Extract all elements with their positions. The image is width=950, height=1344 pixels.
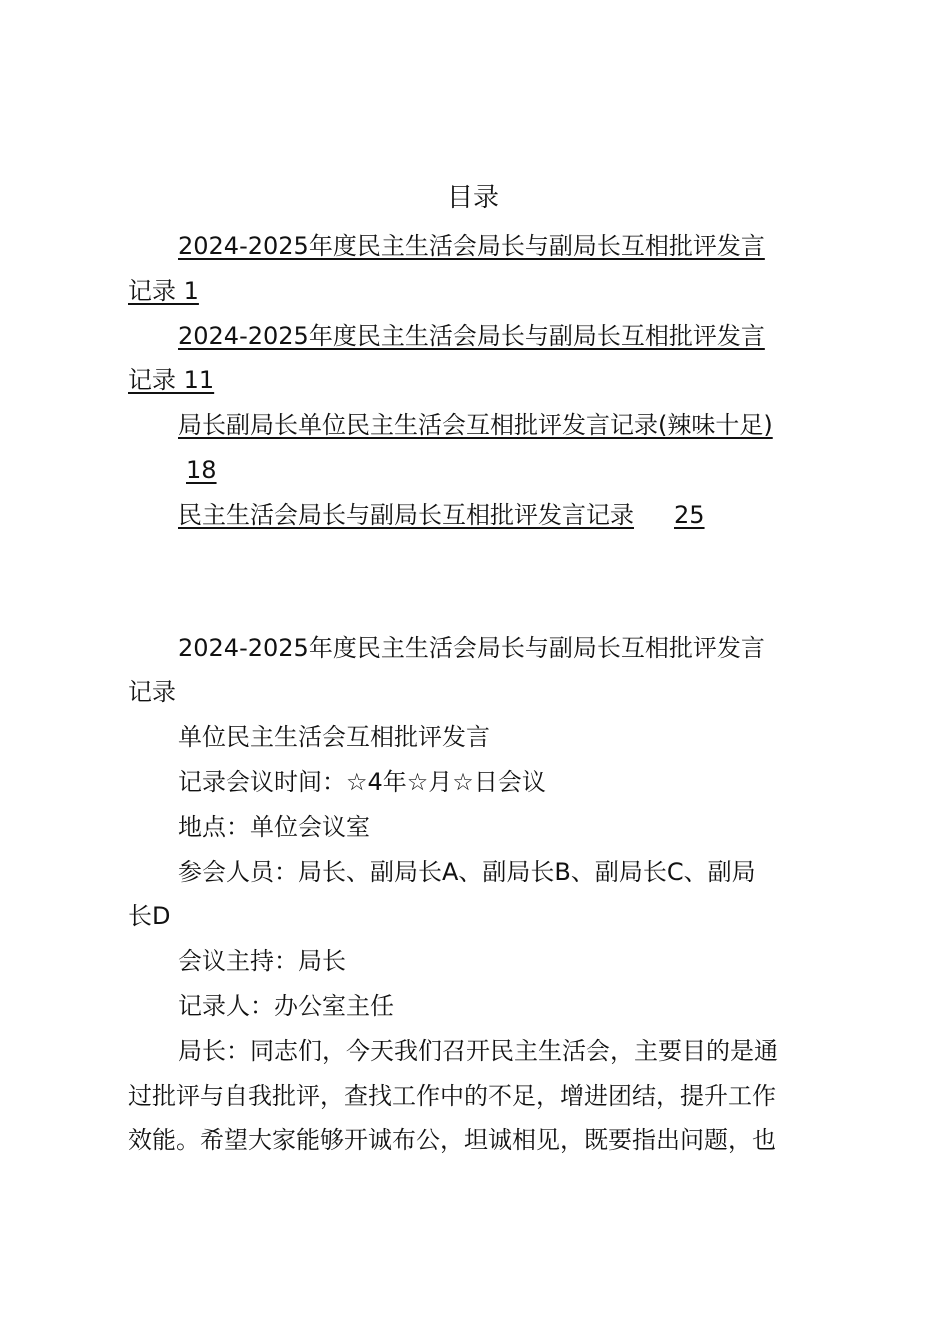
- toc-entry-4-title[interactable]: 民主生活会局长与副局长互相批评发言记录: [178, 500, 634, 529]
- toc-entry-3-page[interactable]: 18: [186, 455, 217, 484]
- toc-entry-1-line2[interactable]: 记录 1: [128, 276, 199, 305]
- toc-entry-3-line1[interactable]: 局长副局长单位民主生活会互相批评发言记录(辣味十足): [178, 411, 773, 440]
- toc-title: 目录: [446, 183, 499, 213]
- toc-entry-1[interactable]: [128, 224, 818, 314]
- speech-line2: 过批评与自我批评，查找工作中的不足，增进团结，提升工作: [128, 1081, 776, 1110]
- speech-line3: 效能。希望大家能够开诚布公，坦诚相见，既要指出问题，也: [128, 1126, 776, 1155]
- toc-entry-2-line1[interactable]: 2024-2025年度民主生活会局长与副局长互相批评发言: [178, 321, 765, 350]
- meeting-recorder: 记录人：办公室主任: [178, 991, 394, 1020]
- toc-entry-3[interactable]: [128, 403, 818, 493]
- toc-entry-4-line[interactable]: [178, 501, 705, 529]
- toc-entry-2-line2[interactable]: 记录 11: [128, 366, 215, 395]
- attendees-line1: 参会人员：局长、副局长A、副局长B、副局长C、副局: [178, 857, 756, 886]
- attendees-line2: 长D: [128, 902, 171, 931]
- meeting-time: 记录会议时间：☆4年☆月☆日会议: [178, 767, 546, 796]
- toc-entry-2[interactable]: [128, 314, 818, 404]
- section-gap: [128, 538, 818, 626]
- toc-entry-3-line2[interactable]: [128, 456, 217, 484]
- toc-entry-4-page[interactable]: 25: [674, 500, 705, 529]
- body-heading-line1: 2024-2025年度民主生活会局长与副局长互相批评发言: [178, 633, 765, 662]
- meeting-host: 会议主持：局长: [178, 947, 346, 976]
- body-heading-line2: 记录: [128, 678, 176, 707]
- meeting-place: 地点：单位会议室: [178, 812, 370, 841]
- document-content: [128, 172, 818, 1163]
- toc-entry-4[interactable]: [128, 493, 818, 538]
- speech-line1: 局长：同志们，今天我们召开民主生活会，主要目的是通: [178, 1036, 778, 1065]
- body-subtitle: 单位民主生活会互相批评发言: [178, 723, 490, 752]
- toc-entry-1-line1[interactable]: 2024-2025年度民主生活会局长与副局长互相批评发言: [178, 232, 765, 260]
